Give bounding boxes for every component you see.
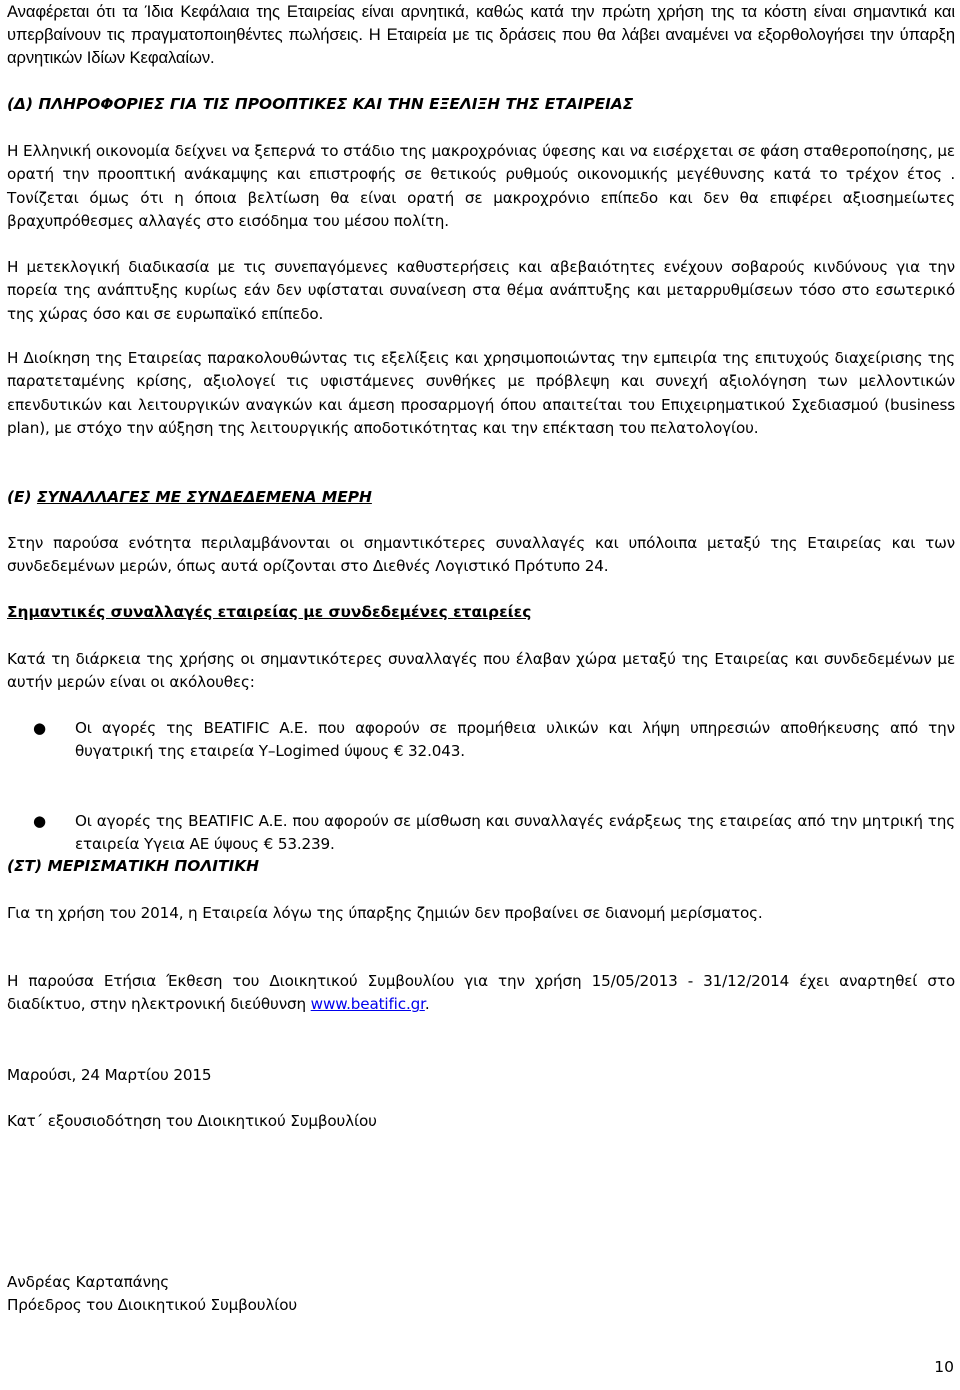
authorization-line: Κατ΄ εξουσιοδότηση του Διοικητικού Συμβουλίου (7, 1112, 377, 1130)
section-e-heading-prefix: (Ε) (7, 488, 37, 506)
section-e-paragraph: Στην παρούσα ενότητα περιλαμβάνονται οι σημαντικότερες συναλλαγές και υπόλοιπα μεταξύ της Εταιρείας και των συνδεδεμένων μερών, όπως αυτά ορίζονται στο Διεθνές Λογιστικό Πρότυπο 24. (7, 534, 955, 576)
related-party-subheading: Σημαντικές συναλλαγές εταιρείας με συνδεδεμένες εταιρείες (7, 603, 532, 621)
page-number: 10 (934, 1358, 954, 1376)
bullet-icon: ● (33, 719, 46, 737)
section-d-paragraph-3: Η Διοίκηση της Εταιρείας παρακολουθώντας τις εξελίξεις και χρησιμοποιώντας την εμπειρία της επιτυχούς διαχείρισης της παρατεταμένης κρίσης, αξιολογεί τις υφιστάμενες συνθήκες με πρόβλεψη και συνεχή αξιολόγηση των μελλοντικών επενδυτικών και λειτουργικών αναγκών και άμεση προσαρμογή όπου απαιτείται του Επιχειρηματικού Σχεδιασμού (business plan), με στόχο την αύξηση της λειτουργικής αποδοτικότητας και την επέκταση του πελατολογίου. (7, 349, 955, 437)
annual-report-paragraph (7, 970, 955, 1017)
section-st-heading: (ΣΤ) ΜΕΡΙΣΜΑΤΙΚΗ ΠΟΛΙΤΙΚΗ (7, 857, 260, 875)
bullet-icon: ● (33, 811, 46, 830)
list-item (7, 810, 955, 857)
signatory-title: Πρόεδρος του Διοικητικού Συμβουλίου (7, 1296, 298, 1314)
section-e-heading-title: ΣΥΝΑΛΛΑΓΕΣ ΜΕ ΣΥΝΔΕΔΕΜΕΝΑ ΜΕΡΗ (36, 488, 372, 506)
website-link[interactable]: www.beatific.gr (310, 995, 425, 1014)
section-e-heading (7, 486, 372, 509)
annual-report-text: Η παρούσα Ετήσια Έκθεση του Διοικητικού Συμβουλίου για την χρήση 15/05/2013 - 31/12/2014 έχει αναρτηθεί στο διαδίκτυο, στην ηλεκτρονική διεύθυνση (7, 972, 955, 1014)
signatory-name: Ανδρέας Καρταπάνης (7, 1273, 170, 1291)
annual-report-end: . (424, 995, 430, 1014)
related-party-intro: Κατά τη διάρκεια της χρήσης οι σημαντικότερες συναλλαγές που έλαβαν χώρα μεταξύ της Εταιρείας και συνδεδεμένων με αυτήν μερών είναι οι ακόλουθες: (7, 650, 955, 692)
section-d-heading: (Δ) ΠΛΗΡΟΦΟΡΙΕΣ ΓΙΑ ΤΙΣ ΠΡΟΟΠΤΙΚΕΣ ΚΑΙ ΤΗΝ ΕΞΕΛΙΞΗ ΤΗΣ ΕΤΑΙΡΕΙΑΣ (7, 95, 634, 113)
section-d-paragraph-1: Η Ελληνική οικονομία δείχνει να ξεπερνά το στάδιο της μακροχρόνιας ύφεσης και να εισέρχεται σε φάση σταθεροποίησης, με ορατή την προοπτική ανάκαμψης και επιστροφής σε θετικούς ρυθμούς οικονομικής μεγέθυνσης κατά το τρέχον έτος . Τονίζεται όμως ότι η όποια βελτίωση θα είναι ορατή σε μακροχρόνιο επίπεδο και δεν θα επιφέρει αξιοσημείωτες βραχυπρόθεσμες αλλαγές στο εισόδημα του μέσου πολίτη. (7, 142, 955, 230)
place-date: Μαρούσι, 24 Μαρτίου 2015 (7, 1066, 212, 1084)
list-item (7, 717, 955, 764)
section-d-paragraph-2: Η μετεκλογική διαδικασία με τις συνεπαγόμενες καθυστερήσεις και αβεβαιότητες ενέχουν σοβαρούς κινδύνους για την πορεία της ανάπτυξης κυρίως εάν δεν υφίσταται συναίνεση στα θέμα ανάπτυξης και μεταρρυθμίσεων τόσο στο εσωτερικό της χώρας όσο και σε ευρωπαϊκό επίπεδο. (7, 258, 955, 323)
intro-paragraph: Αναφέρεται ότι τα Ίδια Κεφάλαια της Εταιρείας είναι αρνητικά, καθώς κατά την πρώτη χρήση της τα κόστη είναι σημαντικά και υπερβαίνουν τις πραγματοποιηθέντες πωλήσεις. Η Εταιρεία με τις δράσεις που θα λάβει αναμένει να εξορθολογήσει την ύπαρξη αρνητικών Ιδίων Κεφαλαίων. (7, 2, 955, 67)
related-party-list (7, 717, 955, 856)
list-item-text: Οι αγορές της BEATIFIC A.E. που αφορούν σε μίσθωση και συναλλαγές ενάρξεως της εταιρείας από την μητρική της εταιρεία Υγεια ΑΕ ύψους € 53.239. (75, 811, 955, 853)
section-st-paragraph: Για τη χρήση του 2014, η Εταιρεία λόγω της ύπαρξης ζημιών δεν προβαίνει σε διανομή μερίσματος. (7, 904, 763, 922)
list-item-text: Οι αγορές της BEATIFIC A.E. που αφορούν σε προμήθεια υλικών και λήψη υπηρεσιών αποθήκευσης από την θυγατρική της εταιρεία Y–Logimed ύψους € 32.043. (75, 719, 955, 761)
